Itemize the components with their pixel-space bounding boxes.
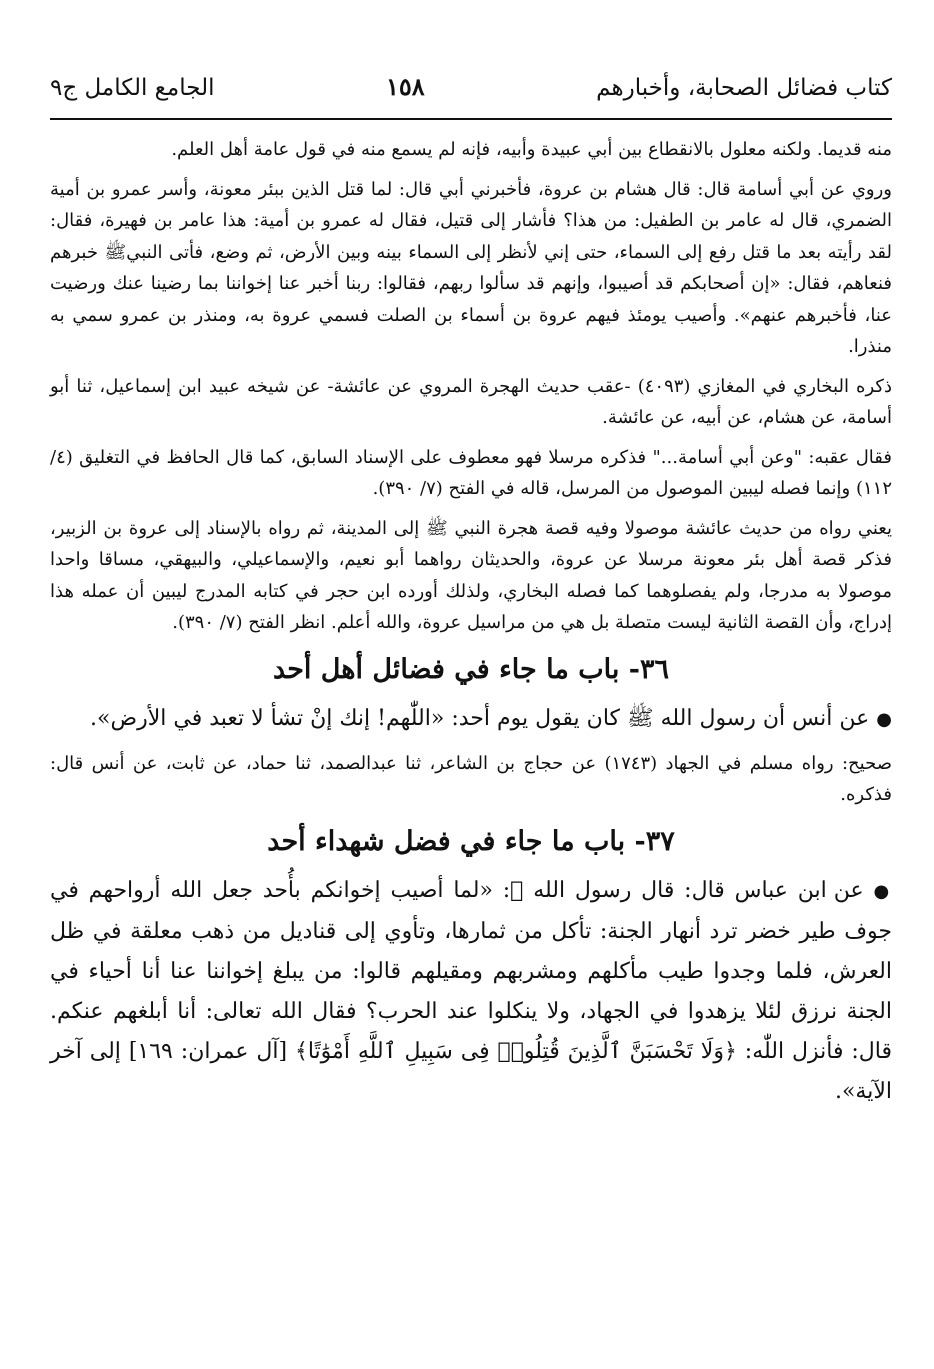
- page-header: [50, 0, 892, 108]
- header-rule: [50, 118, 892, 120]
- page-number: ١٥٨: [386, 72, 425, 101]
- bullet-icon: ●: [873, 880, 892, 902]
- volume-title: الجامع الكامل ج٩: [50, 75, 215, 101]
- hadith-36-text: عن أنس أن رسول الله ﷺ كان يقول يوم أحد: «اللّٰهم! إنك إنْ تشأ لا تعبد في الأرض».: [90, 705, 870, 731]
- paragraph-5: يعني رواه من حديث عائشة موصولا وفيه قصة هجرة النبي ﷺ إلى المدينة، ثم رواه بالإسناد إلى عروة بن الزبير، فذكر قصة أهل بئر معونة مرسلا عن عروة، والحديثان رواهما أبو نعيم، والإسماعيلي، والبيهقي، مساقا واحدا موصولا به مدرجا، ولم يفصلوهما كما فصله البخاري، ولذلك أورده ابن حجر في كتابه المدرج ليبين أن عمله هذا إدراج، وأن القصة الثانية ليست متصلة بل هي من مراسيل عروة، والله أعلم. انظر الفتح (٧/ ٣٩٠).: [50, 517, 892, 633]
- hadith-36: [50, 699, 892, 740]
- paragraph-1: منه قديما. ولكنه معلول بالانقطاع بين أبي عبيدة وأبيه، فإنه لم يسمع منه في قول عامة أهل العلم.: [171, 139, 892, 160]
- paragraph-4: فقال عقبه: "وعن أبي أسامة..." فذكره مرسلا فهو معطوف على الإسناد السابق، كما قال الحافظ في التغليق (٤/ ١١٢) وإنما فصله ليبين الموصول من المرسل، قاله في الفتح (٧/ ٣٩٠).: [50, 446, 892, 499]
- running-title: كتاب فضائل الصحابة، وأخبارهم: [596, 75, 892, 101]
- paragraph-2: وروي عن أبي أسامة قال: قال هشام بن عروة، فأخبرني أبي قال: لما قتل الذين ببئر معونة، وأسر عمرو بن أمية الضمري، قال له عامر بن الطفيل: من هذا؟ فأشار إلى قتيل، فقال له عمرو بن أمية: هذا عامر بن فهيرة، فقال: لقد رأيته بعد ما قتل رفع إلى السماء، حتى إني لأنظر إلى السماء بينه وبين الأرض، ثم وضع، فأتى النبيﷺ خبرهم فنعاهم، فقال: «إن أصحابكم قد أصيبوا، وإنهم قد سألوا ربهم، فقالوا: ربنا أخبر عنا إخواننا بما رضينا عنك ورضيت عنا، فأخبرهم عنهم». وأصيب يومئذ فيهم عروة بن أسماء بن الصلت فسمي عروة به، ومنذر بن عمرو سمي به منذرا.: [50, 178, 892, 357]
- hadith-37-text: عن ابن عباس قال: قال رسول الله ﷺ: «لما أصيب إخوانكم بأُحد جعل الله أرواحهم في جوف طير خضر ترد أنهار الجنة: تأكل من ثمارها، وتأوي إلى قناديل من ذهب معلقة في ظل العرش، فلما وجدوا طيب مأكلهم ومشربهم ومقيلهم قالوا: من يبلغ إخواننا عنا أنا أحياء في الجنة نرزق لئلا يزهدوا في الجهاد، ولا ينكلوا عند الحرب؟ فقال الله تعالى: أنا أبلغهم عنكم. قال: فأنزل اللّٰه: ﴿وَلَا تَحْسَبَنَّ ٱلَّذِينَ قُتِلُوا۟ فِى سَبِيلِ ٱللَّهِ أَمْوَٰتًا﴾ [آل عمران: ١٦٩] إلى آخر الآية».: [50, 877, 892, 1104]
- hadith-37: [50, 871, 892, 1112]
- document-body: [50, 134, 892, 1112]
- chapter-heading-37: ٣٧- باب ما جاء في فضل شهداء أحد: [267, 825, 675, 857]
- paragraph-3: ذكره البخاري في المغازي (٤٠٩٣) -عقب حديث الهجرة المروي عن عائشة- عن شيخه عبيد ابن إسماعيل، ثنا أبو أسامة، عن هشام، عن أبيه، عن عائشة.: [50, 375, 892, 428]
- chapter-heading-36: ٣٦- باب ما جاء في فضائل أهل أحد: [273, 653, 669, 685]
- bullet-icon: ●: [876, 708, 892, 730]
- hadith-36-takhrij: صحيح: رواه مسلم في الجهاد (١٧٤٣) عن حجاج بن الشاعر، ثنا عبدالصمد، ثنا حماد، عن ثابت، عن أنس قال: فذكره.: [50, 752, 892, 805]
